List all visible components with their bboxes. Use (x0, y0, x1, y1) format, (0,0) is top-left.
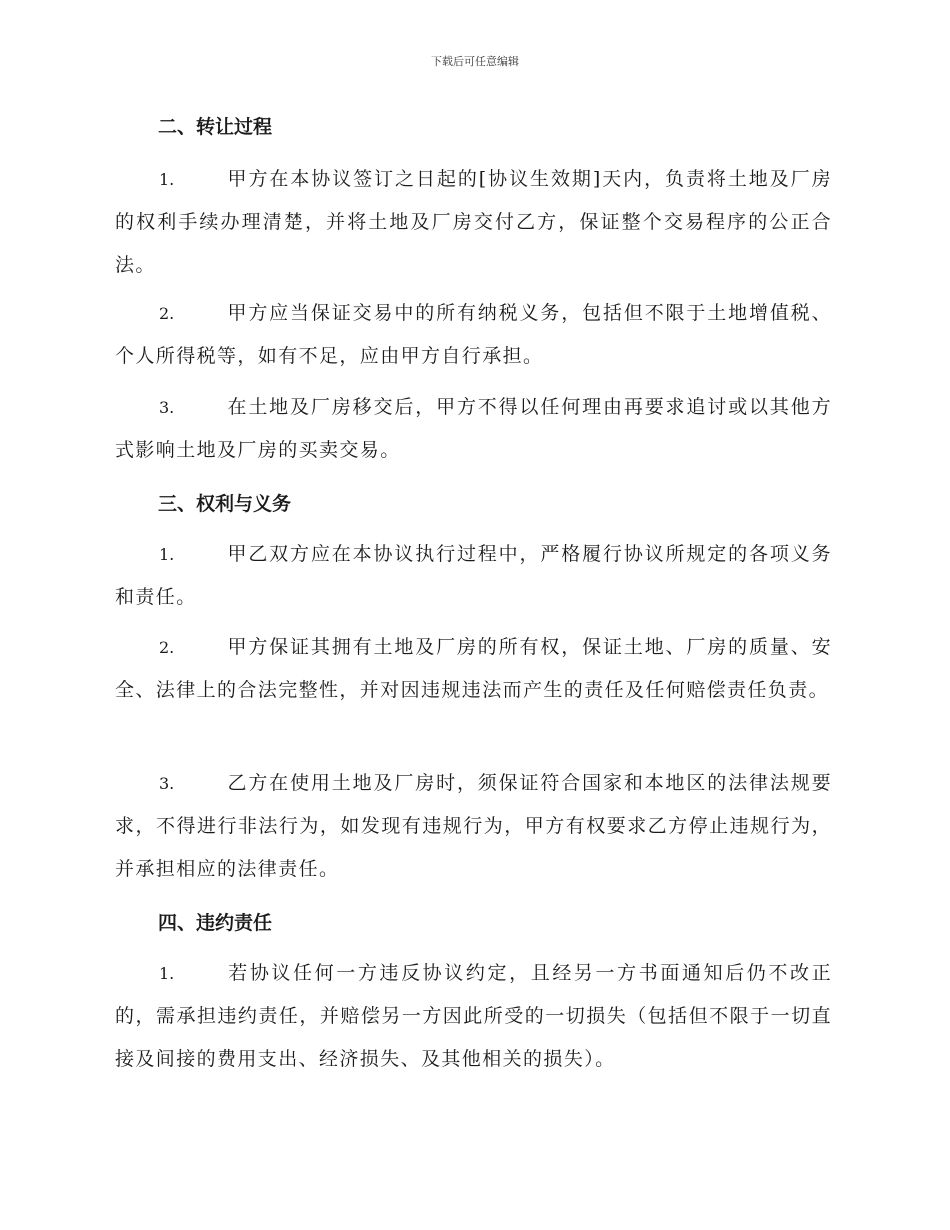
item-text: 乙方在使用土地及厂房时，须保证符合国家和本地区的法律法规要求，不得进行非法行为，如发现有违规行为，甲方有权要求乙方停止违规行为，并承担相应的法律责任。 (115, 772, 832, 880)
item-number: 3. (159, 774, 175, 793)
item-text: 若协议任何一方违反协议约定，且经另一方书面通知后仍不改正的，需承担违约责任，并赔偿另一方因此所受的一切损失（包括但不限于一切直接及间接的费用支出、经济损失、及其他相关的损失）。 (115, 962, 832, 1070)
item-text: 甲方在本协议签订之日起的[协议生效期]天内，负责将土地及厂房的权利手续办理清楚，并将土地及厂房交付乙方，保证整个交易程序的公正合法。 (115, 168, 832, 276)
item-number: 3. (159, 398, 175, 417)
paragraph-transfer-1 (115, 158, 832, 287)
item-text: 甲方保证其拥有土地及厂房的所有权，保证土地、厂房的质量、安全、法律上的合法完整性，并对因违规违法而产生的责任及任何赔偿责任负责。 (115, 636, 832, 701)
item-text: 甲方应当保证交易中的所有纳税义务，包括但不限于土地增值税、个人所得税等，如有不足，应由甲方自行承担。 (115, 302, 832, 367)
item-number: 1. (159, 964, 175, 983)
section-heading-transfer: 二、转让过程 (158, 116, 273, 138)
item-number: 1. (159, 545, 175, 564)
item-text: 在土地及厂房移交后，甲方不得以任何理由再要求追讨或以其他方式影响土地及厂房的买卖交易。 (115, 396, 832, 461)
section-heading-rights: 三、权利与义务 (158, 493, 292, 515)
paragraph-rights-2 (115, 626, 832, 712)
paragraph-rights-1 (115, 533, 832, 619)
item-number: 1. (159, 170, 175, 189)
item-text: 甲乙双方应在本协议执行过程中，严格履行协议所规定的各项义务和责任。 (115, 543, 832, 608)
section-heading-liability: 四、违约责任 (158, 912, 273, 934)
paragraph-rights-3 (115, 762, 832, 891)
item-number: 2. (159, 638, 175, 657)
page-header-note: 下载后可任意编辑 (431, 55, 519, 68)
paragraph-transfer-2 (115, 292, 832, 378)
paragraph-transfer-3 (115, 386, 832, 472)
paragraph-liability-1 (115, 952, 832, 1081)
item-number: 2. (159, 304, 175, 323)
